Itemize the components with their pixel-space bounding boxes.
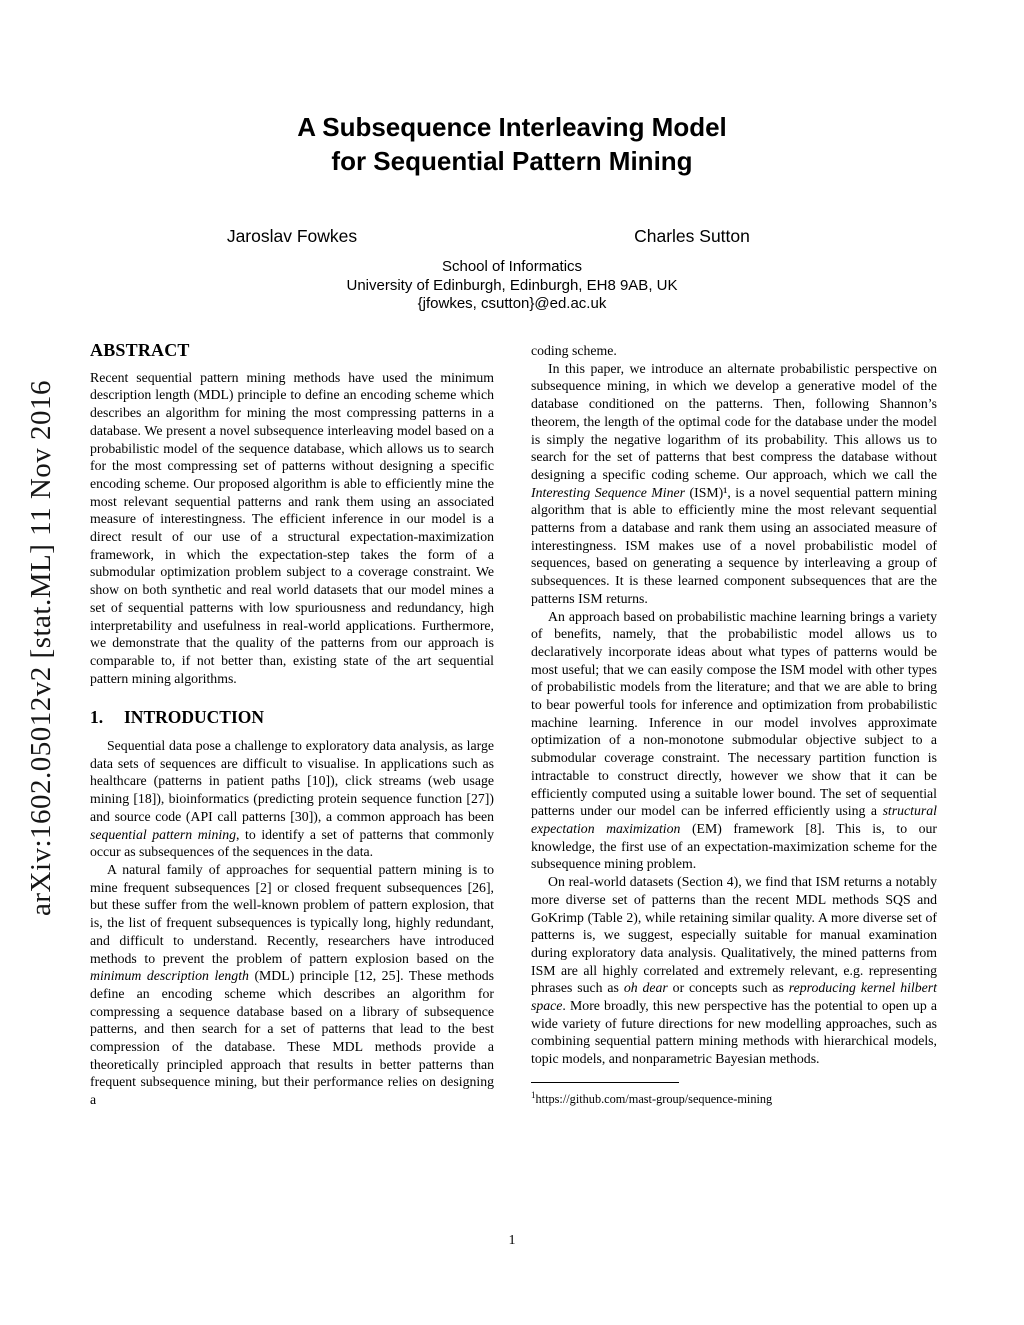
affiliation-block xyxy=(0,258,1024,314)
body-paragraph: On real-world datasets (Section 4), we find that ISM returns a notably more diverse set of patterns than the recent MDL methods SQS and GoKrimp (Table 2), while retaining similar quality. A more diverse set of patterns is, we suggest, especially suitable for manual examination during exploratory data analysis. Qualitatively, the mined patterns from ISM are all highly correlated and extremely relevant, e.g. representing phrases such as oh dear or concepts such as reproducing kernel hilbert space. More broadly, this new perspective has the potential to open up a wide variety of future directions for new modelling approaches, such as combining sequential pattern mining methods with hierarchical models, topic models, and nonparametric Bayesian methods. xyxy=(531,874,937,1067)
right-column xyxy=(531,342,937,1107)
body-paragraph: In this paper, we introduce an alternate probabilistic perspective on subsequence mining, in which we develop a generative model of the database conditioned on the patterns. Then, following Shannon’s theorem, the length of the optimal code for the database under the model is simply the negative logarithm of its probability. This allows us to search for the set of patterns that best compress the database without designing a specific coding scheme. Our approach, which we call the Interesting Sequence Miner (ISM)¹, is a novel sequential pattern mining algorithm that is able to efficiently mine the most relevant sequential patterns from a database and rank them using an associated measure of interestingness. ISM makes use of a novel probabilistic model of sequences, based on generating a sequence by interleaving a group of subsequences. It is these learned component subsequences that are the patterns ISM returns. xyxy=(531,360,937,606)
intro-paragraph: A natural family of approaches for sequential pattern mining is to mine frequent subsequences [2] or closed frequent subsequences [26], but these suffer from the well-known problem of pattern explosion, that is, the list of frequent subsequences is typically long, highly redundant, and difficult to understand. Recently, researchers have introduced methods to prevent the problem of pattern explosion based on the minimum description length (MDL) principle [12, 25]. These methods define an encoding scheme which describes an algorithm for compressing a sequence database based on a library of subsequence patterns, and then search for a set of patterns that lead to the best compression of the database. These MDL methods provide a theoretically principled approach that results in better patterns than frequent subsequence mining, but their performance relies on designing a xyxy=(90,861,494,1108)
footnote-link[interactable]: https://github.com/mast-group/sequence-mining xyxy=(535,1091,773,1106)
page-number: 1 xyxy=(508,1233,516,1248)
affiliation-institute: School of Informatics xyxy=(441,258,583,275)
authors-row xyxy=(0,226,1024,252)
section-heading-introduction xyxy=(90,709,494,727)
affiliation-address: University of Edinburgh, Edinburgh, EH8 9AB, UK xyxy=(346,276,678,294)
abstract-heading: ABSTRACT xyxy=(90,340,190,360)
body-paragraph: An approach based on probabilistic machine learning brings a variety of benefits, namely, that the probabilistic model allows us to declaratively incorporate ideas about what types of patterns would be most useful; that we can easily compose the ISM model with other types of probabilistic models from the literature; and that we are able to bring to bear powerful tools for inference and optimization from probabilistic machine learning. Inference in our model involves approximate optimization of a non-monotone submodular objective subject to a submodular coverage constraint. The necessary partition function is intractable to construct directly, however we show that it can be efficiently computed using a suitable lower bound. The set of sequential patterns under our model can be inferred efficiently using a structural expectation maximization (EM) framework [8]. This is, to our knowledge, the first use of an expectation-maximization scheme for the subsequence mining problem. xyxy=(531,608,937,872)
intro-paragraph: Sequential data pose a challenge to exploratory data analysis, as large data sets of sequences are difficult to visualise. In applications such as healthcare (patterns in patient paths [10]), click streams (web usage mining [18]), bioinformatics (predicting protein sequence function [27]) and source code (API call patterns [30]), a common approach has been sequential pattern mining, to identify a set of patterns that commonly occur as subsequences of the sequences in the data. xyxy=(90,738,494,860)
body-paragraph: coding scheme. xyxy=(531,343,617,358)
section-title: INTRODUCTION xyxy=(124,707,265,728)
left-column xyxy=(90,342,494,1109)
paper-title-line1: A Subsequence Interleaving Model xyxy=(297,112,727,142)
paper-title-line2: for Sequential Pattern Mining xyxy=(331,146,693,176)
author-name: Jaroslav Fowkes xyxy=(226,226,358,246)
paper-title xyxy=(0,110,1024,178)
footnote-marker: 1 xyxy=(531,1089,536,1100)
footnote-rule xyxy=(531,1082,679,1083)
author-name: Charles Sutton xyxy=(634,226,750,246)
footnote xyxy=(531,1088,937,1107)
abstract-paragraph: Recent sequential pattern mining methods have used the minimum description length (MDL) principle to define an encoding scheme which describes an algorithm for mining the most compressing patterns in a database. We present a novel subsequence interleaving model based on a probabilistic model of the sequence database, which allows us to search for the most compressing set of patterns without designing a specific encoding scheme. Our proposed algorithm is able to efficiently mine the most relevant sequential patterns and rank them using an associated measure of interestingness. The efficient inference in our model is a direct result of our use of a structural expectation-maximization framework, in which the expectation-step takes the form of a submodular optimization problem subject to a coverage constraint. We show on both synthetic and real world datasets that our model mines a set of sequential patterns with low spuriousness and redundancy, high interpretability and usefulness in real-world applications. Furthermore, we demonstrate that the quality of the patterns from our approach is comparable to, if not better than, existing state of the art sequential pattern mining algorithms. xyxy=(90,369,494,686)
arxiv-watermark: arXiv:1602.05012v2 [stat.ML] 11 Nov 2016 xyxy=(25,379,57,917)
footnote-block xyxy=(531,1082,937,1107)
section-number: 1. xyxy=(90,707,104,728)
affiliation-email: {jfowkes, csutton}@ed.ac.uk xyxy=(417,295,607,312)
